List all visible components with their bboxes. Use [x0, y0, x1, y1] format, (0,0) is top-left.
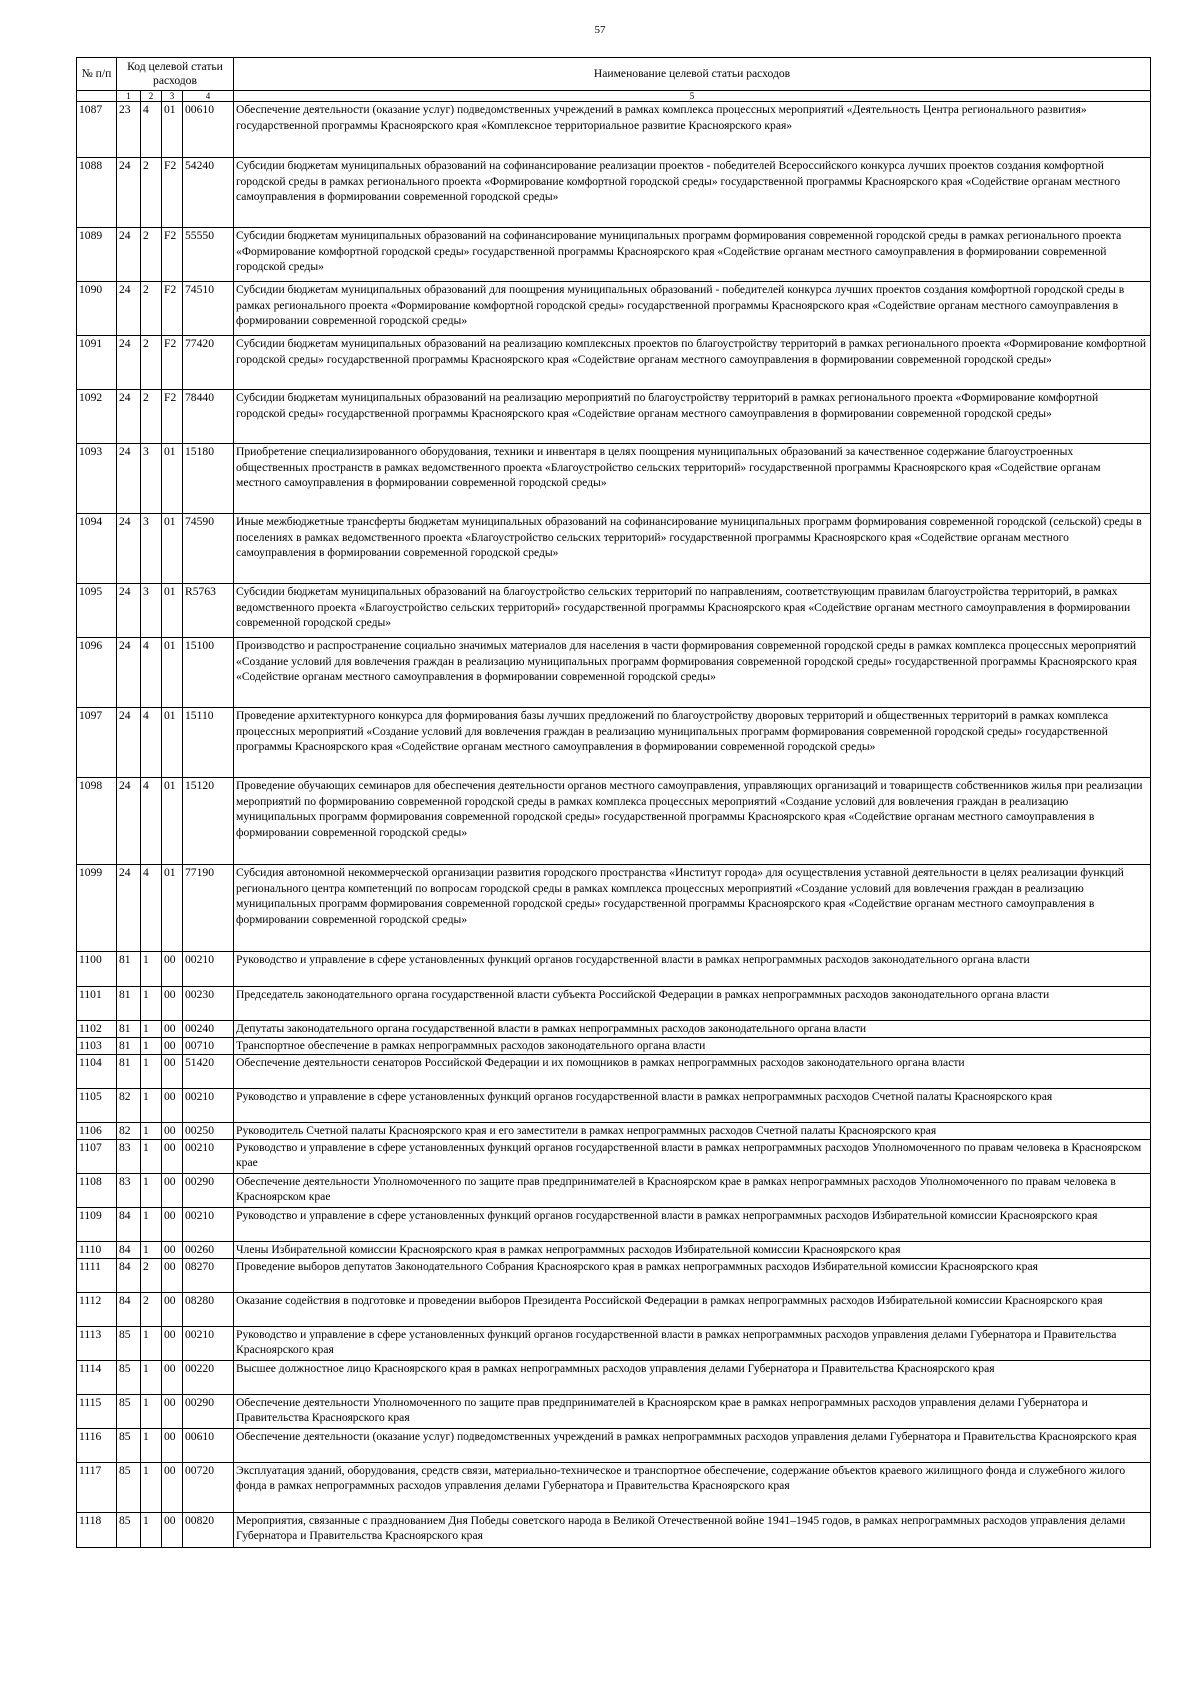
- article-name: Председатель законодательного органа государственной власти субъекта Российской Федерации в рамках непрограммных расходов законодательного органа власти: [234, 987, 1151, 1021]
- code-part-2: 2: [141, 282, 162, 336]
- page-number: 57: [594, 24, 606, 36]
- row-number: 1094: [77, 514, 117, 584]
- code-part-1: 85: [117, 1394, 141, 1428]
- article-name: Руководство и управление в сфере установленных функций органов государственной власти в рамках непрограммных расходов Избирательной комиссии Красноярского края: [234, 1207, 1151, 1241]
- header-colnum: 4: [183, 91, 234, 102]
- code-part-2: 1: [141, 987, 162, 1021]
- table-row: [77, 778, 1151, 865]
- code-part-1: 83: [117, 1139, 141, 1173]
- row-number: 1090: [77, 282, 117, 336]
- article-name: Высшее должностное лицо Красноярского края в рамках непрограммных расходов управления делами Губернатора и Правительства Красноярского края: [234, 1360, 1151, 1394]
- code-part-2: 2: [141, 228, 162, 282]
- article-name: Обеспечение деятельности (оказание услуг) подведомственных учреждений в рамках комплекса процессных мероприятий «Деятельность Центра регионального развития» государственной программы Красноярского края «Комплексное территориальное развитие Красноярского края»: [234, 102, 1151, 158]
- code-part-2: 2: [141, 1292, 162, 1326]
- table-row: [77, 638, 1151, 708]
- article-name: Руководство и управление в сфере установленных функций органов государственной власти в рамках непрограммных расходов Счетной палаты Красноярского края: [234, 1088, 1151, 1122]
- table-row: [77, 865, 1151, 952]
- row-number: 1093: [77, 444, 117, 514]
- code-part-4: 00240: [183, 1021, 234, 1038]
- article-name: Субсидии бюджетам муниципальных образований на благоустройство сельских территорий по направлениям, соответствующим правилам благоустройства территорий, в рамках ведомственного проекта «Благоустройство сельских территорий» государственной программы Красноярского края «Содействие органам местного самоуправления в формировании современной городской среды»: [234, 584, 1151, 638]
- code-part-4: 00220: [183, 1360, 234, 1394]
- code-part-4: R5763: [183, 584, 234, 638]
- row-number: 1104: [77, 1054, 117, 1088]
- table-row: [77, 708, 1151, 778]
- article-name: Субсидии бюджетам муниципальных образований на софинансирование муниципальных программ формирования современной городской среды в рамках регионального проекта «Формирование комфортной городской среды» государственной программы Красноярского края «Содействие органам местного самоуправления в формировании современной городской среды»: [234, 228, 1151, 282]
- code-part-4: 08270: [183, 1258, 234, 1292]
- code-part-2: 1: [141, 1139, 162, 1173]
- header-name: Наименование целевой статьи расходов: [234, 58, 1151, 91]
- code-part-4: 74510: [183, 282, 234, 336]
- code-part-3: 01: [162, 865, 183, 952]
- code-part-2: 2: [141, 1258, 162, 1292]
- code-part-2: 1: [141, 1088, 162, 1122]
- code-part-3: F2: [162, 390, 183, 444]
- code-part-1: 81: [117, 1038, 141, 1055]
- table-row: [77, 1054, 1151, 1088]
- table-row: [77, 584, 1151, 638]
- code-part-2: 1: [141, 1038, 162, 1055]
- code-part-2: 4: [141, 638, 162, 708]
- code-part-1: 85: [117, 1428, 141, 1462]
- table-row: [77, 1088, 1151, 1122]
- table-row: [77, 1462, 1151, 1512]
- code-part-4: 51420: [183, 1054, 234, 1088]
- code-part-2: 3: [141, 444, 162, 514]
- table-row: [77, 1021, 1151, 1038]
- code-part-4: 55550: [183, 228, 234, 282]
- table-row: [77, 1122, 1151, 1139]
- article-name: Члены Избирательной комиссии Красноярского края в рамках непрограммных расходов Избирательной комиссии Красноярского края: [234, 1241, 1151, 1258]
- code-part-3: F2: [162, 158, 183, 228]
- code-part-2: 4: [141, 708, 162, 778]
- code-part-2: 1: [141, 1122, 162, 1139]
- article-name: Субсидия автономной некоммерческой организации развития городского пространства «Институт города» для осуществления уставной деятельности в целях реализации функций регионального центра компетенций по вопросам городской среды в рамках комплекса процессных мероприятий «Создание условий для вовлечения граждан в реализацию муниципальных программ формирования современной городской среды» государственной программы Красноярского края «Содействие органам местного самоуправления в формировании современной городской среды»: [234, 865, 1151, 952]
- code-part-2: 2: [141, 158, 162, 228]
- row-number: 1100: [77, 952, 117, 987]
- code-part-1: 83: [117, 1173, 141, 1207]
- code-part-3: F2: [162, 228, 183, 282]
- code-part-2: 1: [141, 1428, 162, 1462]
- article-name: Руководитель Счетной палаты Красноярского края и его заместители в рамках непрограммных расходов Счетной палаты Красноярского края: [234, 1122, 1151, 1139]
- row-number: 1116: [77, 1428, 117, 1462]
- header-code: Код целевой статьи расходов: [117, 58, 234, 91]
- table-row: [77, 1326, 1151, 1360]
- code-part-3: F2: [162, 282, 183, 336]
- header-colnum: 2: [141, 91, 162, 102]
- row-number: 1105: [77, 1088, 117, 1122]
- article-name: Руководство и управление в сфере установленных функций органов государственной власти в рамках непрограммных расходов законодательного органа власти: [234, 952, 1151, 987]
- row-number: 1098: [77, 778, 117, 865]
- code-part-3: 01: [162, 444, 183, 514]
- code-part-1: 85: [117, 1326, 141, 1360]
- article-name: Руководство и управление в сфере установленных функций органов государственной власти в рамках непрограммных расходов управления делами Губернатора и Правительства Красноярского края: [234, 1326, 1151, 1360]
- code-part-1: 81: [117, 1054, 141, 1088]
- code-part-2: 4: [141, 102, 162, 158]
- row-number: 1102: [77, 1021, 117, 1038]
- code-part-1: 84: [117, 1207, 141, 1241]
- row-number: 1118: [77, 1512, 117, 1547]
- code-part-1: 24: [117, 638, 141, 708]
- code-part-4: 15120: [183, 778, 234, 865]
- code-part-2: 1: [141, 1054, 162, 1088]
- table-row: [77, 102, 1151, 158]
- article-name: Приобретение специализированного оборудования, техники и инвентаря в целях поощрения муниципальных образований за качественное содержание благоустроенных общественных пространств в рамках ведомственного проекта «Благоустройство сельских территорий» государственной программы Красноярского края «Содействие органам местного самоуправления в формировании современной городской среды»: [234, 444, 1151, 514]
- code-part-3: 01: [162, 514, 183, 584]
- code-part-1: 81: [117, 1021, 141, 1038]
- code-part-3: F2: [162, 336, 183, 390]
- code-part-3: 00: [162, 1139, 183, 1173]
- row-number: 1095: [77, 584, 117, 638]
- code-part-2: 1: [141, 1394, 162, 1428]
- code-part-4: 15180: [183, 444, 234, 514]
- code-part-3: 00: [162, 1428, 183, 1462]
- code-part-3: 01: [162, 584, 183, 638]
- row-number: 1115: [77, 1394, 117, 1428]
- code-part-4: 15100: [183, 638, 234, 708]
- code-part-2: 2: [141, 336, 162, 390]
- row-number: 1107: [77, 1139, 117, 1173]
- article-name: Обеспечение деятельности (оказание услуг) подведомственных учреждений в рамках непрограммных расходов управления делами Губернатора и Правительства Красноярского края: [234, 1428, 1151, 1462]
- code-part-4: 00210: [183, 1326, 234, 1360]
- table-row: [77, 1512, 1151, 1547]
- table-row: [77, 390, 1151, 444]
- article-name: Оказание содействия в подготовке и проведении выборов Президента Российской Федерации в рамках непрограммных расходов Избирательной комиссии Красноярского края: [234, 1292, 1151, 1326]
- code-part-3: 00: [162, 987, 183, 1021]
- code-part-3: 00: [162, 1021, 183, 1038]
- code-part-3: 00: [162, 1038, 183, 1055]
- row-number: 1103: [77, 1038, 117, 1055]
- row-number: 1099: [77, 865, 117, 952]
- table-row: [77, 158, 1151, 228]
- table-row: [77, 1241, 1151, 1258]
- row-number: 1117: [77, 1462, 117, 1512]
- table-body: [77, 102, 1151, 1548]
- table-row: [77, 1292, 1151, 1326]
- row-number: 1089: [77, 228, 117, 282]
- code-part-1: 24: [117, 865, 141, 952]
- article-name: Субсидии бюджетам муниципальных образований для поощрения муниципальных образований - победителей конкурса лучших проектов создания комфортной городской среды в рамках регионального проекта «Формирование комфортной городской среды» государственной программы Красноярского края «Содействие органам местного самоуправления в формировании современной городской среды»: [234, 282, 1151, 336]
- article-name: Обеспечение деятельности сенаторов Российской Федерации и их помощников в рамках непрограммных расходов законодательного органа власти: [234, 1054, 1151, 1088]
- code-part-4: 78440: [183, 390, 234, 444]
- code-part-1: 84: [117, 1292, 141, 1326]
- code-part-1: 82: [117, 1088, 141, 1122]
- code-part-1: 24: [117, 158, 141, 228]
- article-name: Проведение архитектурного конкурса для формирования базы лучших предложений по благоустройству дворовых территорий и общественных территорий в рамках комплекса процессных мероприятий «Создание условий для вовлечения граждан в реализацию муниципальных программ формирования современной городской среды» государственной программы Красноярского края «Содействие органам местного самоуправления в формировании современной городской среды»: [234, 708, 1151, 778]
- article-name: Субсидии бюджетам муниципальных образований на софинансирование реализации проектов - победителей Всероссийского конкурса лучших проектов создания комфортной городской среды в рамках регионального проекта «Формирование комфортной городской среды» государственной программы Красноярского края «Содействие органам местного самоуправления в формировании современной городской среды»: [234, 158, 1151, 228]
- code-part-3: 00: [162, 952, 183, 987]
- article-name: Депутаты законодательного органа государственной власти в рамках непрограммных расходов законодательного органа власти: [234, 1021, 1151, 1038]
- code-part-2: 1: [141, 1462, 162, 1512]
- code-part-1: 23: [117, 102, 141, 158]
- code-part-1: 24: [117, 444, 141, 514]
- code-part-1: 85: [117, 1512, 141, 1547]
- table-row: [77, 952, 1151, 987]
- code-part-4: 77190: [183, 865, 234, 952]
- code-part-3: 00: [162, 1173, 183, 1207]
- row-number: 1110: [77, 1241, 117, 1258]
- table-row: [77, 1360, 1151, 1394]
- code-part-3: 00: [162, 1241, 183, 1258]
- code-part-4: 00290: [183, 1394, 234, 1428]
- code-part-3: 00: [162, 1462, 183, 1512]
- code-part-2: 1: [141, 1173, 162, 1207]
- code-part-3: 01: [162, 708, 183, 778]
- code-part-3: 00: [162, 1360, 183, 1394]
- table-row: [77, 987, 1151, 1021]
- code-part-2: 1: [141, 952, 162, 987]
- table-row: [77, 336, 1151, 390]
- code-part-3: 01: [162, 778, 183, 865]
- code-part-2: 1: [141, 1207, 162, 1241]
- code-part-1: 85: [117, 1360, 141, 1394]
- code-part-1: 24: [117, 282, 141, 336]
- code-part-2: 1: [141, 1326, 162, 1360]
- code-part-4: 77420: [183, 336, 234, 390]
- code-part-2: 1: [141, 1360, 162, 1394]
- table-row: [77, 1258, 1151, 1292]
- code-part-1: 24: [117, 584, 141, 638]
- code-part-4: 00610: [183, 1428, 234, 1462]
- code-part-4: 00210: [183, 1139, 234, 1173]
- code-part-4: 00210: [183, 952, 234, 987]
- row-number: 1092: [77, 390, 117, 444]
- article-name: Производство и распространение социально значимых материалов для населения в части формирования современной городской среды в рамках комплекса процессных мероприятий «Создание условий для вовлечения граждан в реализацию муниципальных программ формирования современной городской среды» государственной программы Красноярского края «Содействие органам местного самоуправления в формировании современной городской среды»: [234, 638, 1151, 708]
- code-part-3: 00: [162, 1054, 183, 1088]
- code-part-2: 1: [141, 1021, 162, 1038]
- article-name: Руководство и управление в сфере установленных функций органов государственной власти в рамках непрограммных расходов Уполномоченного по правам человека в Красноярском крае: [234, 1139, 1151, 1173]
- code-part-4: 00610: [183, 102, 234, 158]
- row-number: 1087: [77, 102, 117, 158]
- table-row: [77, 228, 1151, 282]
- code-part-4: 00260: [183, 1241, 234, 1258]
- row-number: 1112: [77, 1292, 117, 1326]
- target-articles-table: [76, 57, 1151, 1548]
- row-number: 1096: [77, 638, 117, 708]
- row-number: 1106: [77, 1122, 117, 1139]
- code-part-3: 01: [162, 102, 183, 158]
- code-part-4: 00250: [183, 1122, 234, 1139]
- code-part-3: 00: [162, 1394, 183, 1428]
- article-name: Проведение выборов депутатов Законодательного Собрания Красноярского края в рамках непрограммных расходов Избирательной комиссии Красноярского края: [234, 1258, 1151, 1292]
- row-number: 1091: [77, 336, 117, 390]
- code-part-4: 00290: [183, 1173, 234, 1207]
- code-part-3: 01: [162, 638, 183, 708]
- header-colnum: 3: [162, 91, 183, 102]
- row-number: 1108: [77, 1173, 117, 1207]
- header-colnum: 1: [117, 91, 141, 102]
- row-number: 1113: [77, 1326, 117, 1360]
- code-part-4: 00210: [183, 1088, 234, 1122]
- code-part-4: 15110: [183, 708, 234, 778]
- table-row: [77, 1173, 1151, 1207]
- article-name: Субсидии бюджетам муниципальных образований на реализацию комплексных проектов по благоустройству территорий в рамках регионального проекта «Формирование комфортной городской среды» государственной программы Красноярского края «Содействие органам местного самоуправления в формировании современной городской среды»: [234, 336, 1151, 390]
- table-row: [77, 1394, 1151, 1428]
- code-part-1: 85: [117, 1462, 141, 1512]
- code-part-3: 00: [162, 1326, 183, 1360]
- code-part-4: 54240: [183, 158, 234, 228]
- code-part-1: 84: [117, 1241, 141, 1258]
- code-part-2: 2: [141, 390, 162, 444]
- header-colnum: [77, 91, 117, 102]
- code-part-3: 00: [162, 1512, 183, 1547]
- code-part-1: 84: [117, 1258, 141, 1292]
- code-part-2: 4: [141, 865, 162, 952]
- table-row: [77, 444, 1151, 514]
- code-part-1: 81: [117, 952, 141, 987]
- code-part-2: 1: [141, 1512, 162, 1547]
- code-part-4: 08280: [183, 1292, 234, 1326]
- code-part-3: 00: [162, 1258, 183, 1292]
- code-part-4: 00720: [183, 1462, 234, 1512]
- code-part-4: 74590: [183, 514, 234, 584]
- code-part-4: 00210: [183, 1207, 234, 1241]
- article-name: Обеспечение деятельности Уполномоченного по защите прав предпринимателей в Красноярском крае в рамках непрограммных расходов управления делами Губернатора и Правительства Красноярского края: [234, 1394, 1151, 1428]
- row-number: 1097: [77, 708, 117, 778]
- article-name: Эксплуатация зданий, оборудования, средств связи, материально-техническое и транспортное обеспечение, содержание объектов краевого жилищного фонда и служебного жилого фонда в рамках непрограммных расходов управления делами Губернатора и Правительства Красноярского края: [234, 1462, 1151, 1512]
- article-name: Транспортное обеспечение в рамках непрограммных расходов законодательного органа власти: [234, 1038, 1151, 1055]
- code-part-4: 00710: [183, 1038, 234, 1055]
- code-part-1: 81: [117, 987, 141, 1021]
- code-part-1: 24: [117, 514, 141, 584]
- table-row: [77, 282, 1151, 336]
- code-part-3: 00: [162, 1088, 183, 1122]
- code-part-3: 00: [162, 1122, 183, 1139]
- code-part-1: 82: [117, 1122, 141, 1139]
- code-part-2: 1: [141, 1241, 162, 1258]
- article-name: Субсидии бюджетам муниципальных образований на реализацию мероприятий по благоустройству территорий в рамках регионального проекта «Формирование комфортной городской среды» государственной программы Красноярского края «Содействие органам местного самоуправления в формировании современной городской среды»: [234, 390, 1151, 444]
- code-part-2: 3: [141, 514, 162, 584]
- code-part-2: 3: [141, 584, 162, 638]
- article-name: Иные межбюджетные трансферты бюджетам муниципальных образований на софинансирование муниципальных программ формирования современной городской (сельской) среды в поселениях в рамках ведомственного проекта «Благоустройство сельских территорий» государственной программы Красноярского края «Содействие органам местного самоуправления в формировании современной городской среды»: [234, 514, 1151, 584]
- row-number: 1111: [77, 1258, 117, 1292]
- row-number: 1114: [77, 1360, 117, 1394]
- code-part-1: 24: [117, 778, 141, 865]
- row-number: 1109: [77, 1207, 117, 1241]
- code-part-3: 00: [162, 1292, 183, 1326]
- row-number: 1101: [77, 987, 117, 1021]
- table-row: [77, 1139, 1151, 1173]
- header-colnum: 5: [234, 91, 1151, 102]
- code-part-1: 24: [117, 228, 141, 282]
- code-part-2: 4: [141, 778, 162, 865]
- table-row: [77, 1428, 1151, 1462]
- row-number: 1088: [77, 158, 117, 228]
- table-row: [77, 514, 1151, 584]
- article-name: Обеспечение деятельности Уполномоченного по защите прав предпринимателей в Красноярском крае в рамках непрограммных расходов Уполномоченного по правам человека в Красноярском крае: [234, 1173, 1151, 1207]
- table-row: [77, 1038, 1151, 1055]
- code-part-1: 24: [117, 708, 141, 778]
- article-name: Проведение обучающих семинаров для обеспечения деятельности органов местного самоуправления, управляющих организаций и товариществ собственников жилья при реализации мероприятий по формированию современной городской среды в рамках комплекса процессных мероприятий «Создание условий для вовлечения граждан в реализацию муниципальных программ формирования современной городской среды» государственной программы Красноярского края «Содействие органам местного самоуправления в формировании современной городской среды»: [234, 778, 1151, 865]
- table-row: [77, 1207, 1151, 1241]
- code-part-1: 24: [117, 336, 141, 390]
- header-num: № п/п: [77, 58, 117, 91]
- code-part-4: 00820: [183, 1512, 234, 1547]
- code-part-4: 00230: [183, 987, 234, 1021]
- article-name: Мероприятия, связанные с празднованием Дня Победы советского народа в Великой Отечественной войне 1941–1945 годов, в рамках непрограммных расходов управления делами Губернатора и Правительства Красноярского края: [234, 1512, 1151, 1547]
- code-part-1: 24: [117, 390, 141, 444]
- code-part-3: 00: [162, 1207, 183, 1241]
